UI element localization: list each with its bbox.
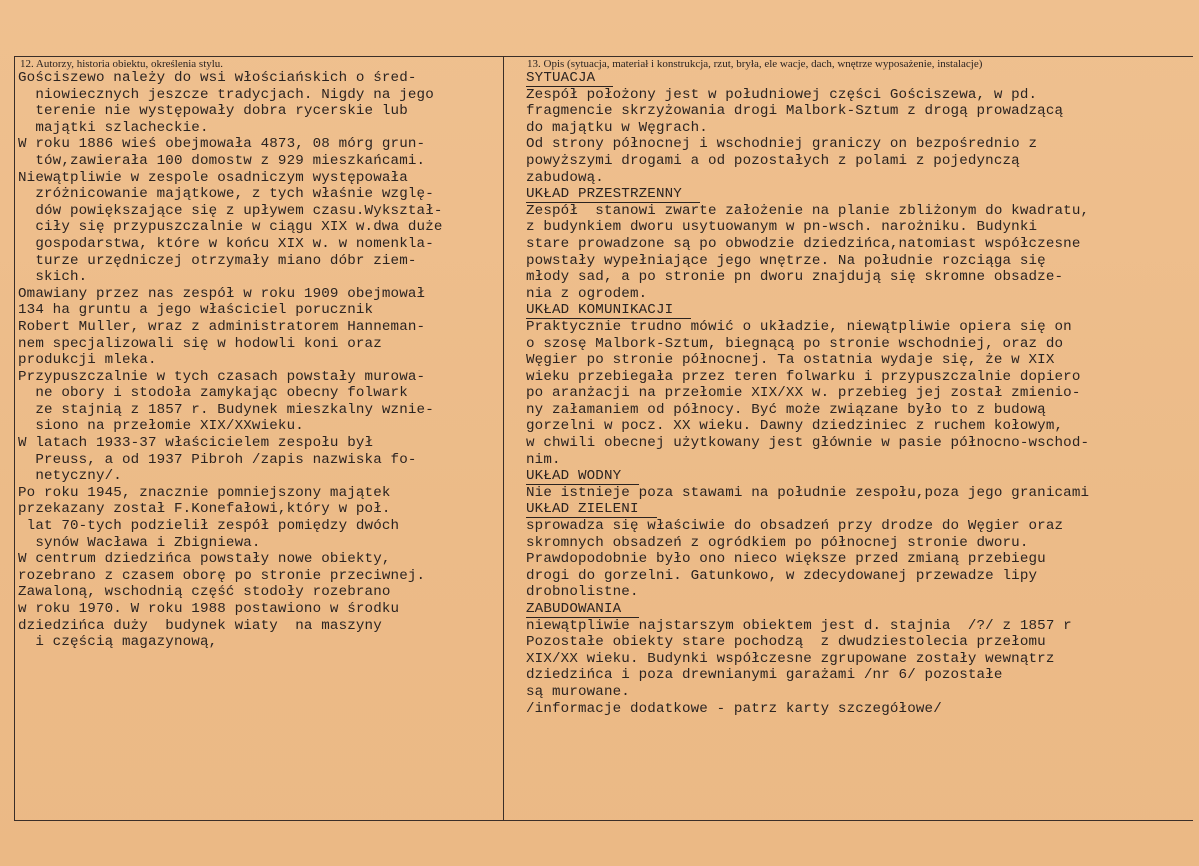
description-text-line: wieku przebiegała przez teren folwarku i przypuszczalnie dopiero	[526, 368, 1081, 385]
description-text-line: Zespół stanowi zwarte założenie na planie zbliżonym do kwadratu,	[526, 202, 1090, 219]
history-text-line: Gościszewo należy do wsi włościańskich o śred-	[18, 70, 417, 86]
history-text-line: Po roku 1945, znacznie pomniejszony majątek	[18, 484, 391, 501]
history-text-line: W centrum dziedzińca powstały nowe obiekty,	[18, 551, 391, 568]
history-text-line: niowiecznych jeszcze tradycjach. Nigdy na jego	[18, 86, 434, 103]
left-column-header: 12. Autorzy, historia obiektu, określenia stylu.	[20, 58, 224, 70]
section-heading	[526, 302, 1196, 319]
right-column-header: 13. Opis (sytuacja, materiał i konstrukcja, rzut, bryła, ele wacje, dach, wnętrze wyposażenie, instalacje)	[527, 58, 983, 70]
history-text-line: synów Wacława i Zbigniewa.	[18, 534, 261, 551]
frame-left-rule	[14, 56, 15, 821]
column-divider	[503, 56, 504, 821]
history-text-line: Zawaloną, wschodnią część stodoły rozebrano	[18, 584, 391, 601]
description-text-line: są murowane.	[526, 683, 630, 700]
section-heading-text: SYTUACJA	[526, 70, 613, 87]
history-text-line: Przypuszczalnie w tych czasach powstały murowa-	[18, 368, 426, 385]
description-text-line: drogi do gorzelni. Gatunkowo, w zdecydowanej przewadze lipy	[526, 567, 1038, 584]
description-text-line: zabudową.	[526, 169, 604, 186]
description-text-line: drobnolistne.	[526, 584, 639, 601]
description-text-line: niewątpliwie najstarszym obiektem jest d. stajnia /?/ z 1857 r	[526, 617, 1072, 634]
section-heading	[526, 70, 1196, 87]
description-text-line: /informacje dodatkowe - patrz karty szczegółowe/	[526, 700, 942, 717]
description-text-line: o szosę Malbork-Sztum, biegnącą po stronie wschodniej, oraz do	[526, 335, 1064, 352]
section-heading-text: UKŁAD KOMUNIKACJI	[526, 302, 691, 319]
history-text-line: zróżnicowanie majątkowe, z tych właśnie wzglę-	[18, 186, 434, 203]
section-heading-text: UKŁAD WODNY	[526, 468, 639, 485]
description-text-line: w chwili obecnej użytkowany jest głównie w pasie północno-wschod-	[526, 435, 1090, 452]
description-text-line: dziedzińca i poza drewnianymi garażami /nr 6/ pozostałe	[526, 667, 1003, 684]
description-text-line: Zespół położony jest w południowej części Gościszewa, w pd.	[526, 86, 1038, 103]
description-text-line: gorzelni w pocz. XX wieku. Dawny dziedziniec z ruchem kołowym,	[526, 418, 1064, 435]
description-column	[526, 70, 1196, 717]
history-text-line: W latach 1933-37 właścicielem zespołu był	[18, 435, 374, 452]
section-heading	[526, 601, 1196, 618]
history-text-line: produkcji mleka.	[18, 352, 157, 369]
section-heading-text: UKŁAD ZIELENI	[526, 501, 657, 518]
section-heading-text: UKŁAD PRZESTRZENNY	[526, 186, 700, 203]
history-text-line: gospodarstwa, które w końcu XIX w. w nomenkla-	[18, 235, 434, 252]
history-column	[18, 70, 502, 651]
history-text-line: i częścią magazynową,	[18, 634, 218, 651]
history-text-line: skich.	[18, 269, 88, 286]
history-text-line: turze urzędniczej otrzymały miano dóbr ziem-	[18, 252, 417, 269]
description-text-line: nia z ogrodem.	[526, 285, 648, 302]
history-text-line: rozebrano z czasem oborę po stronie przeciwnej.	[18, 567, 426, 584]
history-text-line: majątki szlacheckie.	[18, 119, 209, 136]
description-text-line: fragmencie skrzyżowania drogi Malbork-Sztum z drogą prowadzącą	[526, 103, 1064, 120]
history-text-line: Robert Muller, wraz z administratorem Hanneman-	[18, 318, 426, 335]
description-text-line: XIX/XX wieku. Budynki współczesne zgrupowane zostały wewnątrz	[526, 650, 1055, 667]
description-text-line: młody sad, a po stronie pn dworu znajdują się skromne obsadze-	[526, 269, 1064, 286]
description-text-line: powstały wypełniające jego wnętrze. Na południe rozciąga się	[526, 252, 1046, 269]
description-text-line: skromnych obsadzeń z ogródkiem po północnej stronie dworu.	[526, 534, 1029, 551]
history-text-line: przekazany został F.Konefałowi,który w poł.	[18, 501, 391, 518]
section-heading	[526, 186, 1196, 203]
history-text-line: terenie nie występowały dobra rycerskie lub	[18, 103, 408, 120]
description-text-line: Od strony północnej i wschodniej graniczy on bezpośrednio z	[526, 136, 1038, 153]
description-text-line: Prawdopodobnie było ono nieco większe przed zmianą przebiegu	[526, 551, 1046, 568]
history-text-line: netyczny/.	[18, 468, 122, 485]
description-text-line: Praktycznie trudno mówić o układzie, niewątpliwie opiera się on	[526, 318, 1072, 335]
description-text-line: Pozostałe obiekty stare pochodzą z dwudziestolecia przełomu	[526, 634, 1046, 651]
history-text-line: ne obory i stodoła zamykając obecny folwark	[18, 385, 408, 402]
history-text-line: ze stajnią z 1857 r. Budynek mieszkalny wznie-	[18, 401, 434, 418]
history-text-line: lat 70-tych podzielił zespół pomiędzy dwóch	[18, 518, 400, 535]
history-text-line: w roku 1970. W roku 1988 postawiono w środku	[18, 601, 400, 617]
history-text-line: W roku 1886 wieś obejmowała 4873, 08 mórg grun-	[18, 136, 426, 153]
history-text-line: nem specjalizowali się w hodowli koni oraz	[18, 335, 382, 352]
description-text-line: nim.	[526, 451, 561, 468]
description-text-line: Węgier po stronie północnej. Ta ostatnia wydaje się, że w XIX	[526, 352, 1055, 369]
history-text-line: ciły się przypuszczalnie w ciągu XIX w.dwa duże	[18, 219, 443, 236]
history-text-line: dów powiększające się z upływem czasu.Wykształ-	[18, 202, 443, 219]
section-heading	[526, 468, 1196, 485]
history-text-line: Niewątpliwie w zespole osadniczym występowała	[18, 169, 408, 186]
history-text-line: Omawiany przez nas zespół w roku 1909 obejmował	[18, 285, 426, 302]
frame-top-rule	[14, 56, 1193, 57]
description-text-line: powyższymi drogami a od pozostałych z polami z pojedynczą	[526, 152, 1020, 169]
history-text-line: Preuss, a od 1937 Pibroh /zapis nazwiska fo-	[18, 451, 417, 468]
history-text-line: 134 ha gruntu a jego właściciel porucznik	[18, 302, 374, 319]
history-text-line: dziedzińca duży budynek wiaty na maszyny	[18, 617, 382, 634]
history-text-line: siono na przełomie XIX/XXwieku.	[18, 418, 304, 435]
frame-bottom-rule	[14, 820, 1193, 821]
description-text-line: po aranżacji na przełomie XIX/XX w. przebieg jej został zmienio-	[526, 385, 1081, 402]
history-text-line: tów,zawierała 100 domostw z 929 mieszkańcami.	[18, 152, 426, 169]
description-text-line: Nie istnieje poza stawami na południe zespołu,poza jego granicami	[526, 484, 1090, 501]
description-text-line: stare prowadzone są po obwodzie dziedzińca,natomiast współczesne	[526, 235, 1081, 252]
description-text-line: sprowadza się właściwie do obsadzeń przy drodze do Węgier oraz	[526, 518, 1064, 535]
description-text-line: ny załamaniem od północy. Być może związane było to z budową	[526, 401, 1046, 418]
description-text-line: do majątku w Węgrach.	[526, 119, 708, 136]
description-text-line: z budynkiem dworu usytuowanym w pn-wsch. narożniku. Budynki	[526, 219, 1038, 236]
section-heading-text: ZABUDOWANIA	[526, 601, 639, 618]
section-heading	[526, 501, 1196, 518]
